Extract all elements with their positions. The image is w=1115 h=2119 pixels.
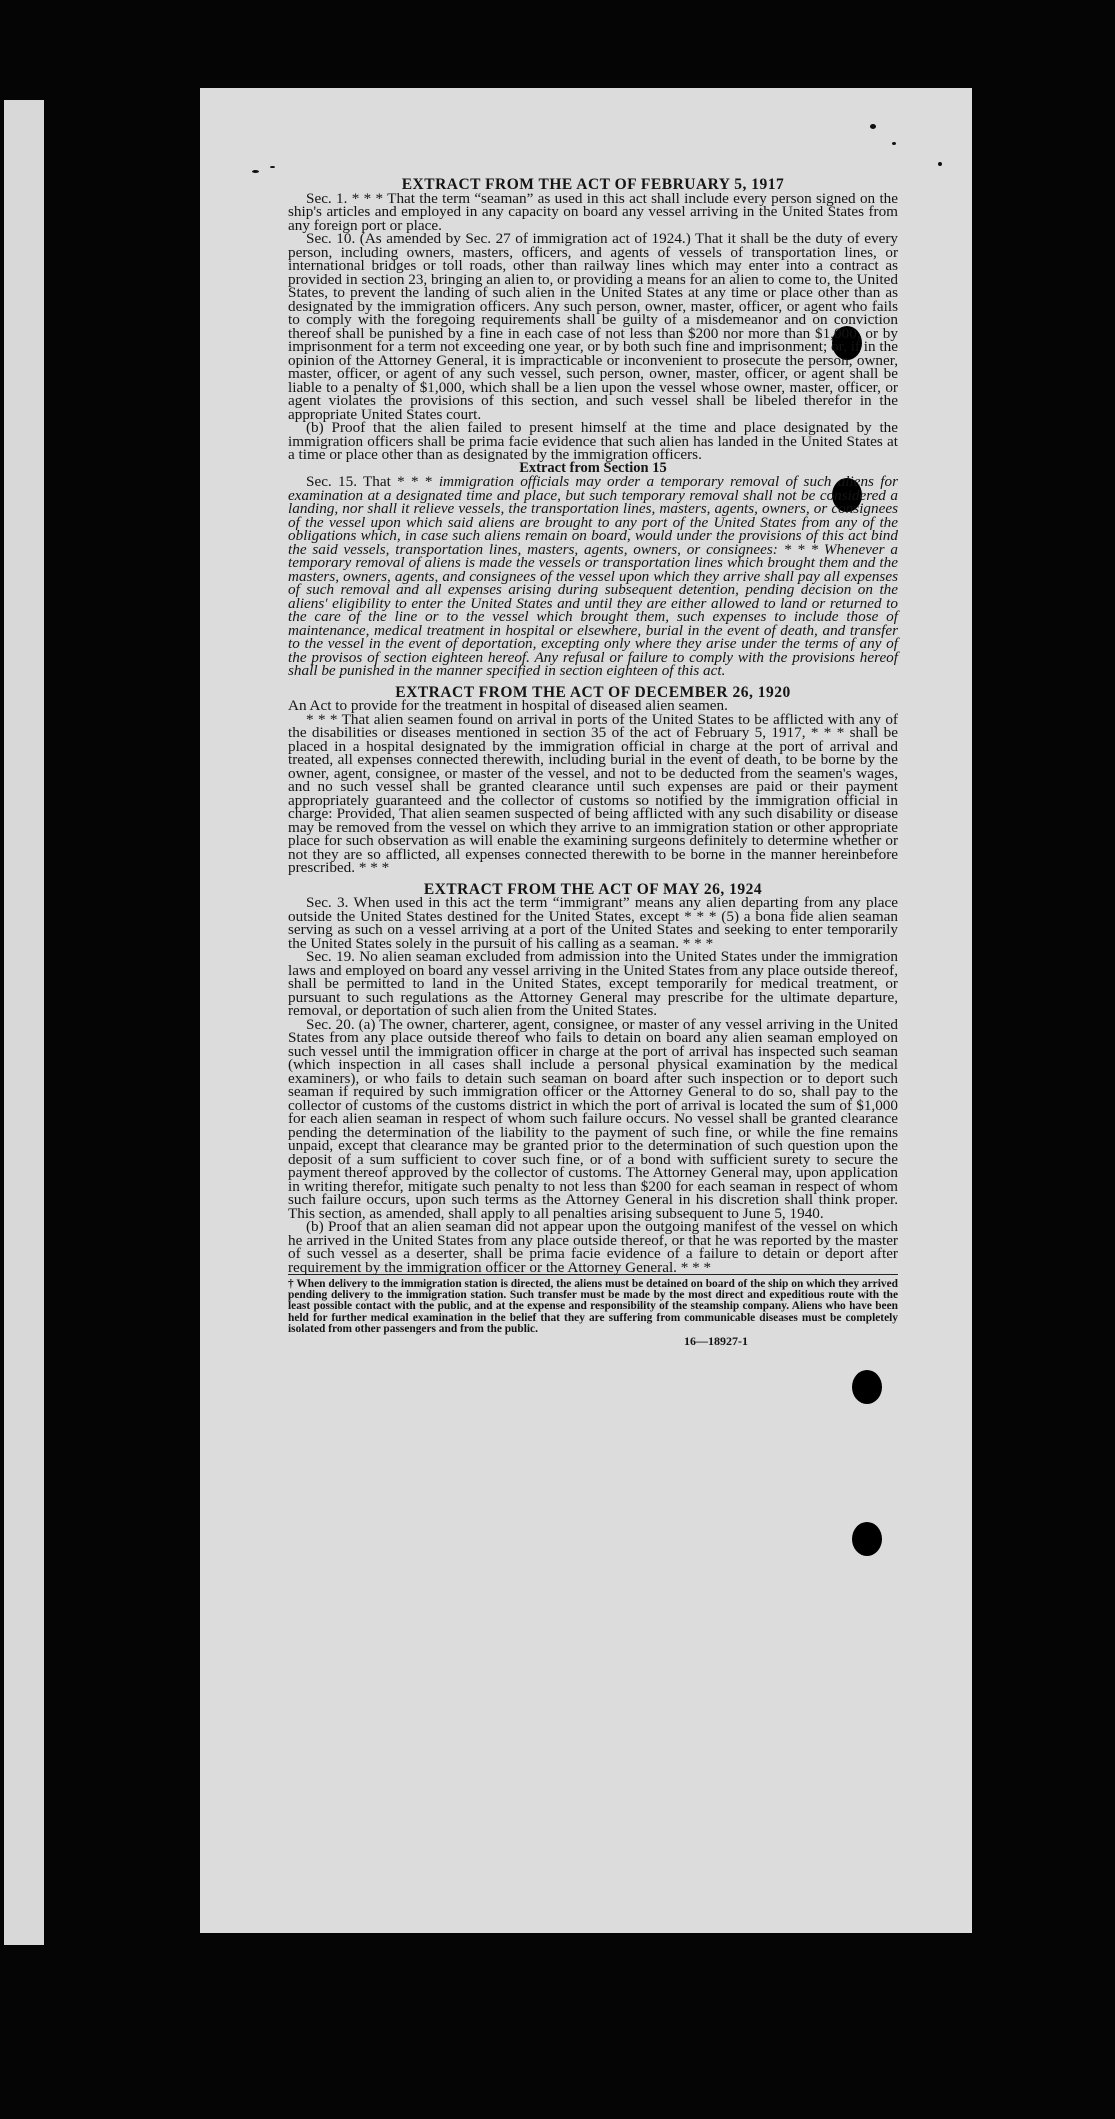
act-1920-body: * * * That alien seamen found on arrival in ports of the United States to be afflicted with any of the disabilities or diseases mentioned in section 35 of the act of February 5, 1917, * * * shall be placed in a hospital designated by the immigration official in charge at the port of arrival and treated, all expenses connected therewith, including burial in the event of death, to be borne by the owner, agent, consignee, or master of the vessel, and not to be deducted from the seamen's wages, and no such vessel shall be granted clearance until such expenses are paid or their payment appropriately guaranteed and the collector of customs so notified by the immigration official in charge: Provided, That alien seamen suspected of being afflicted with any such disability or disease may be removed from the vessel on which they arrive to an immigration station or other appropriate place for such observation as will enable the examining surgeons definitely to determine whether or not they are so afflicted, all expenses connected therewith to be borne in the manner hereinbefore prescribed. * * * [288,710,898,876]
heading-act-1924: EXTRACT FROM THE ACT OF MAY 26, 1924 [423,880,763,898]
scanner-edge-strip [4,100,44,1945]
document-text [288,178,898,1349]
document-page [200,88,972,1933]
ink-speck [892,142,896,145]
act-1920-title: An Act to provide for the treatment in hospital of diseased alien seamen. [288,697,728,714]
heading-act-1917: EXTRACT FROM THE ACT OF FEBRUARY 5, 1917 [401,176,785,193]
heading-act-1920: EXTRACT FROM THE ACT OF DECEMBER 26, 1920 [395,683,791,701]
section-10: Sec. 10. (As amended by Sec. 27 of immigration act of 1924.) That it shall be the duty of every person, including owners, masters, officers, and agents of vessels of transportation lines, or international bridges or toll roads, other than railway lines which may enter into a contract as provided in section 23, bringing an alien to, or providing a means for an alien to come to, the United States, to prevent the landing of such alien in the United States at any time or place other than as designated by the immigration officers. Any such person, owner, master, officer, or agent who fails to comply with the foregoing requirements shall be guilty of a misdemeanor and on conviction thereof shall be punished by a fine in each case of not less than $200 nor more than $1,000, or by imprisonment for a term not exceeding one year, or by both such fine and imprisonment; or, if in the opinion of the Attorney General, it is impracticable or inconvenient to prosecute the person, owner, master, officer, or agent of any such vessel, such person, owner, master, officer, or agent shall be liable to a penalty of $1,000, which shall be a lien upon the vessel whose owner, master, officer, or agent violates the provisions of this section, and such vessel shall be libeled therefor in the appropriate United States court. [288,230,898,423]
ink-speck [938,162,942,166]
section-3: Sec. 3. When used in this act the term “immigrant” means any alien departing from any place outside the United States destined for the United States, except * * * (5) a bona fide alien seaman serving as such on a vessel arriving at a port of the United States and seeking to enter temporarily the United States solely in the pursuit of his calling as a seaman. * * * [288,894,898,952]
punch-hole [852,1370,882,1404]
ink-speck [270,166,275,168]
form-number: 16—18927-1 [684,1334,748,1349]
section-19: Sec. 19. No alien seaman excluded from admission into the United States under the immigration laws and employed on board any vessel arriving in the United States from any place outside thereof, shall be permitted to land in the United States, except temporarily for medical treatment, or pursuant to such regulations as the Attorney General may prescribe for the ultimate departure, removal, or deportation of such alien from the United States. [288,948,898,1019]
section-20-a: Sec. 20. (a) The owner, charterer, agent, consignee, or master of any vessel arriving in the United States from any place outside thereof who fails to detain on board any alien seaman employed on such vessel until the immigration officer in charge at the port of arrival has inspected such seaman (which inspection in all cases shall include a personal physical examination by the medical examiners), or who fails to detain such seaman on board after such inspection or to deport such seaman if required by such immigration officer or the Attorney General to do so, shall pay to the collector of customs of the customs district in which the port of arrival is located the sum of $1,000 for each alien seaman in respect of whom such failure occurs. No vessel shall be granted clearance pending the determination of the liability to the payment of such fine, or while the fine remains unpaid, except that clearance may be granted prior to the determination of such question upon the deposit of a sum sufficient to cover such fine, or of a bond with sufficient surety to secure the payment thereof approved by the collector of customs. The Attorney General may, upon application in writing therefor, mitigate such penalty to not less than $200 for each seaman in respect of whom such failure occurs, upon such terms as the Attorney General in his discretion shall think proper. This section, as amended, shall apply to all penalties arising subsequent to June 5, 1940. [288,1015,898,1222]
section-15-lead: Sec. 15. That * * * [306,473,439,490]
section-10-b: (b) Proof that the alien failed to present himself at the time and place designated by the immigration officers shall be prima facie evidence that such alien has landed in the United States at a time or place other than as designated by the immigration officers. [288,419,898,463]
section-15 [288,475,898,678]
ink-speck [252,170,259,173]
section-20-b: (b) Proof that an alien seaman did not appear upon the outgoing manifest of the vessel on which he arrived in the United States from any place outside thereof, or that he was reported by the master of such vessel as a deserter, shall be prima facie evidence of a failure to detain or deport after requirement by the immigration officer or the Attorney General. * * * [288,1218,898,1276]
heading-section-15: Extract from Section 15 [519,459,667,476]
ink-speck [870,124,876,129]
punch-hole [852,1522,882,1556]
section-15-text: immigration officials may order a temporary removal of such aliens for examination at a designated time and place, but such temporary removal shall not be considered a landing, nor shall it relieve vessels, the transportation lines, masters, agents, owners, or consignees of the vessel upon which said aliens are brought to any port of the United States from any of the obligations which, in case such aliens remain on board, would under the provisions of this act bind the said vessels, transportation lines, masters, agents, owners, or consignees: * * * Whenever a temporary removal of aliens is made the vessels or transportation lines which brought them and the masters, owners, agents, and consignees of the vessel upon which they arrive shall pay all expenses of such removal and all expenses arising during subsequent detention, pending decision on the aliens' eligibility to enter the United States and until they are either allowed to land or returned to the care of the line or to the vessel which brought them, such expenses to include those of maintenance, medical treatment in hospital or elsewhere, burial in the event of death, and transfer to the vessel in the event of deportation, excepting only where they arise under the terms of any of the provisos of section eighteen hereof. Any refusal or failure to comply with the provisions hereof shall be punished in the manner specified in section eighteen of this act. [288,473,898,679]
footnote: † When delivery to the immigration station is directed, the aliens must be detained on board of the ship on which they arrived pending delivery to the immigration station. Such transfer must be made by the most direct and expeditious route with the least possible contact with the public, and at the expense and responsibility of the steamship company. Aliens who have been held for further medical examination in the belief that they are suffering from communicable diseases must be completely isolated from other passengers and from the public. [288,1274,898,1335]
section-1: Sec. 1. * * * That the term “seaman” as used in this act shall include every person signed on the ship's articles and employed in any capacity on board any vessel arriving in the United States from any foreign port or place. [288,189,898,234]
